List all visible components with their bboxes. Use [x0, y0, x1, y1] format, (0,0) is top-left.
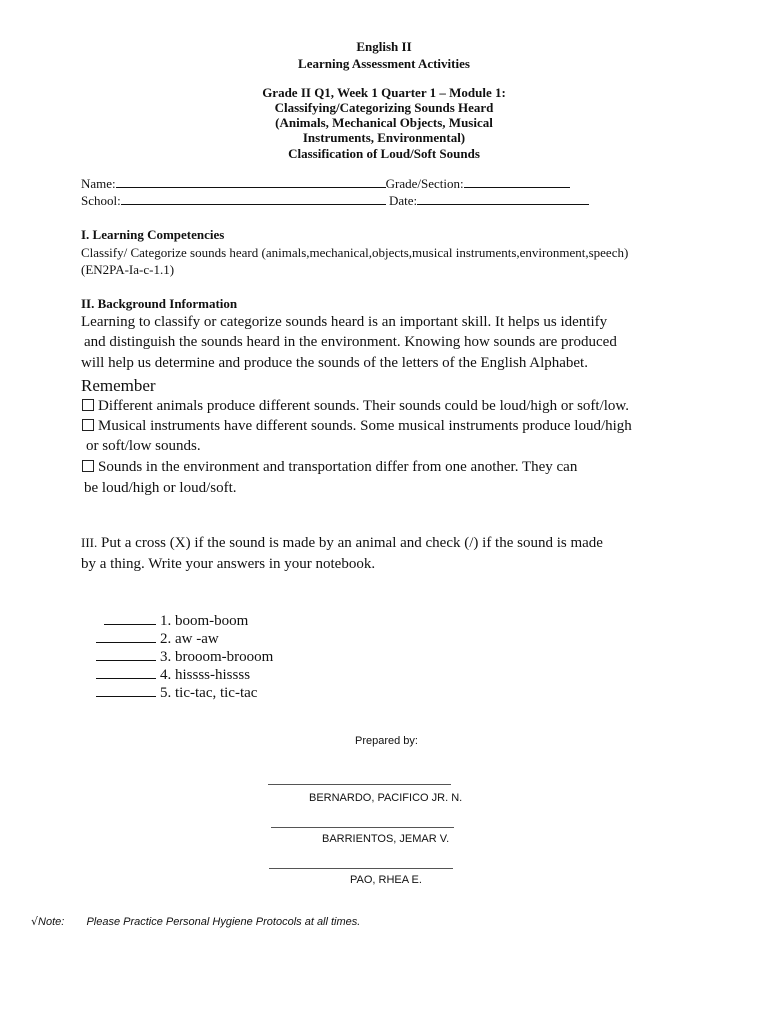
answer-blank[interactable] — [96, 684, 156, 697]
signature-line — [268, 784, 451, 785]
instructions-line-2: by a thing. Write your answers in your notebook. — [81, 556, 376, 572]
school-row — [81, 193, 589, 209]
competencies-heading: I. Learning Competencies — [81, 227, 225, 242]
bullet-text: Sounds in the environment and transportation differ from one another. They can — [98, 459, 578, 475]
check-mark-icon: √ — [31, 915, 39, 928]
topic-line-1: Classifying/Categorizing Sounds Heard — [274, 100, 494, 115]
name-label: Name: — [81, 176, 116, 191]
date-label: Date: — [388, 193, 418, 208]
name-field[interactable] — [116, 176, 386, 188]
item-text: 4. hissss-hissss — [160, 667, 251, 683]
instructions-line-1 — [81, 535, 603, 552]
prepared-by-label: Prepared by: — [355, 735, 418, 747]
remember-heading: Remember — [81, 376, 156, 395]
bullet-box-icon — [82, 419, 94, 431]
list-item — [96, 648, 273, 666]
list-item — [96, 666, 250, 684]
signature-line — [271, 827, 454, 828]
grade-section-label: Grade/Section: — [385, 176, 464, 191]
item-text: 2. aw -aw — [160, 631, 219, 647]
bullet-item-2-continued: or soft/low sounds. — [86, 438, 201, 454]
school-field[interactable] — [121, 193, 386, 205]
grade-section-field[interactable] — [464, 176, 570, 188]
note-text: Please Practice Personal Hygiene Protocols at all times. — [86, 916, 361, 928]
background-line-2: and distinguish the sounds heard in the environment. Knowing how sounds are produced — [84, 334, 617, 350]
item-text: 3. brooom-brooom — [160, 649, 274, 665]
section-number: III. — [81, 535, 98, 550]
bullet-text: Musical instruments have different sounds. Some musical instruments produce loud/high — [98, 418, 632, 434]
list-item — [96, 630, 219, 648]
bullet-item-2 — [82, 418, 632, 435]
subject-title: English II — [356, 39, 412, 54]
signatory-name-2: BARRIENTOS, JEMAR V. — [322, 833, 450, 845]
background-line-3: will help us determine and produce the sounds of the letters of the English Alphabet. — [81, 355, 588, 371]
instructions-text: Put a cross (X) if the sound is made by an animal and check (/) if the sound is made — [101, 535, 603, 551]
note-label: Note: — [38, 916, 65, 928]
grade-module-line: Grade II Q1, Week 1 Quarter 1 – Module 1: — [262, 85, 506, 100]
activity-title: Learning Assessment Activities — [298, 56, 470, 71]
bullet-box-icon — [82, 460, 94, 472]
background-heading: II. Background Information — [81, 296, 238, 311]
answer-blank[interactable] — [96, 666, 156, 679]
bullet-box-icon — [82, 399, 94, 411]
item-text: 1. boom-boom — [160, 613, 249, 629]
topic-line-2: (Animals, Mechanical Objects, Musical — [275, 115, 493, 130]
item-text: 5. tic-tac, tic-tac — [160, 685, 258, 701]
competencies-line-1: Classify/ Categorize sounds heard (animals,mechanical,objects,musical instruments,environment,speech) — [81, 245, 629, 260]
topic-line-3: Instruments, Environmental) — [302, 130, 466, 145]
date-field[interactable] — [417, 193, 589, 205]
bullet-text: Different animals produce different sounds. Their sounds could be loud/high or soft/low. — [98, 398, 630, 414]
bullet-item-1 — [82, 398, 629, 415]
background-line-1: Learning to classify or categorize sounds heard is an important skill. It helps us identify — [81, 314, 608, 330]
competencies-line-2: (EN2PA-Ia-c-1.1) — [81, 262, 175, 277]
answer-blank[interactable] — [96, 630, 156, 643]
signatory-name-1: BERNARDO, PACIFICO JR. N. — [309, 792, 463, 804]
list-item — [104, 612, 248, 630]
topic-line-4: Classification of Loud/Soft Sounds — [288, 146, 480, 161]
list-item — [96, 684, 257, 702]
answer-blank[interactable] — [96, 648, 156, 661]
bullet-item-3 — [82, 459, 577, 476]
school-label: School: — [81, 193, 121, 208]
note-row — [31, 915, 360, 928]
name-row — [81, 176, 570, 192]
bullet-item-3-continued: be loud/high or loud/soft. — [84, 480, 237, 496]
answer-blank[interactable] — [104, 612, 156, 625]
signature-line — [269, 868, 453, 869]
signatory-name-3: PAO, RHEA E. — [350, 874, 422, 886]
